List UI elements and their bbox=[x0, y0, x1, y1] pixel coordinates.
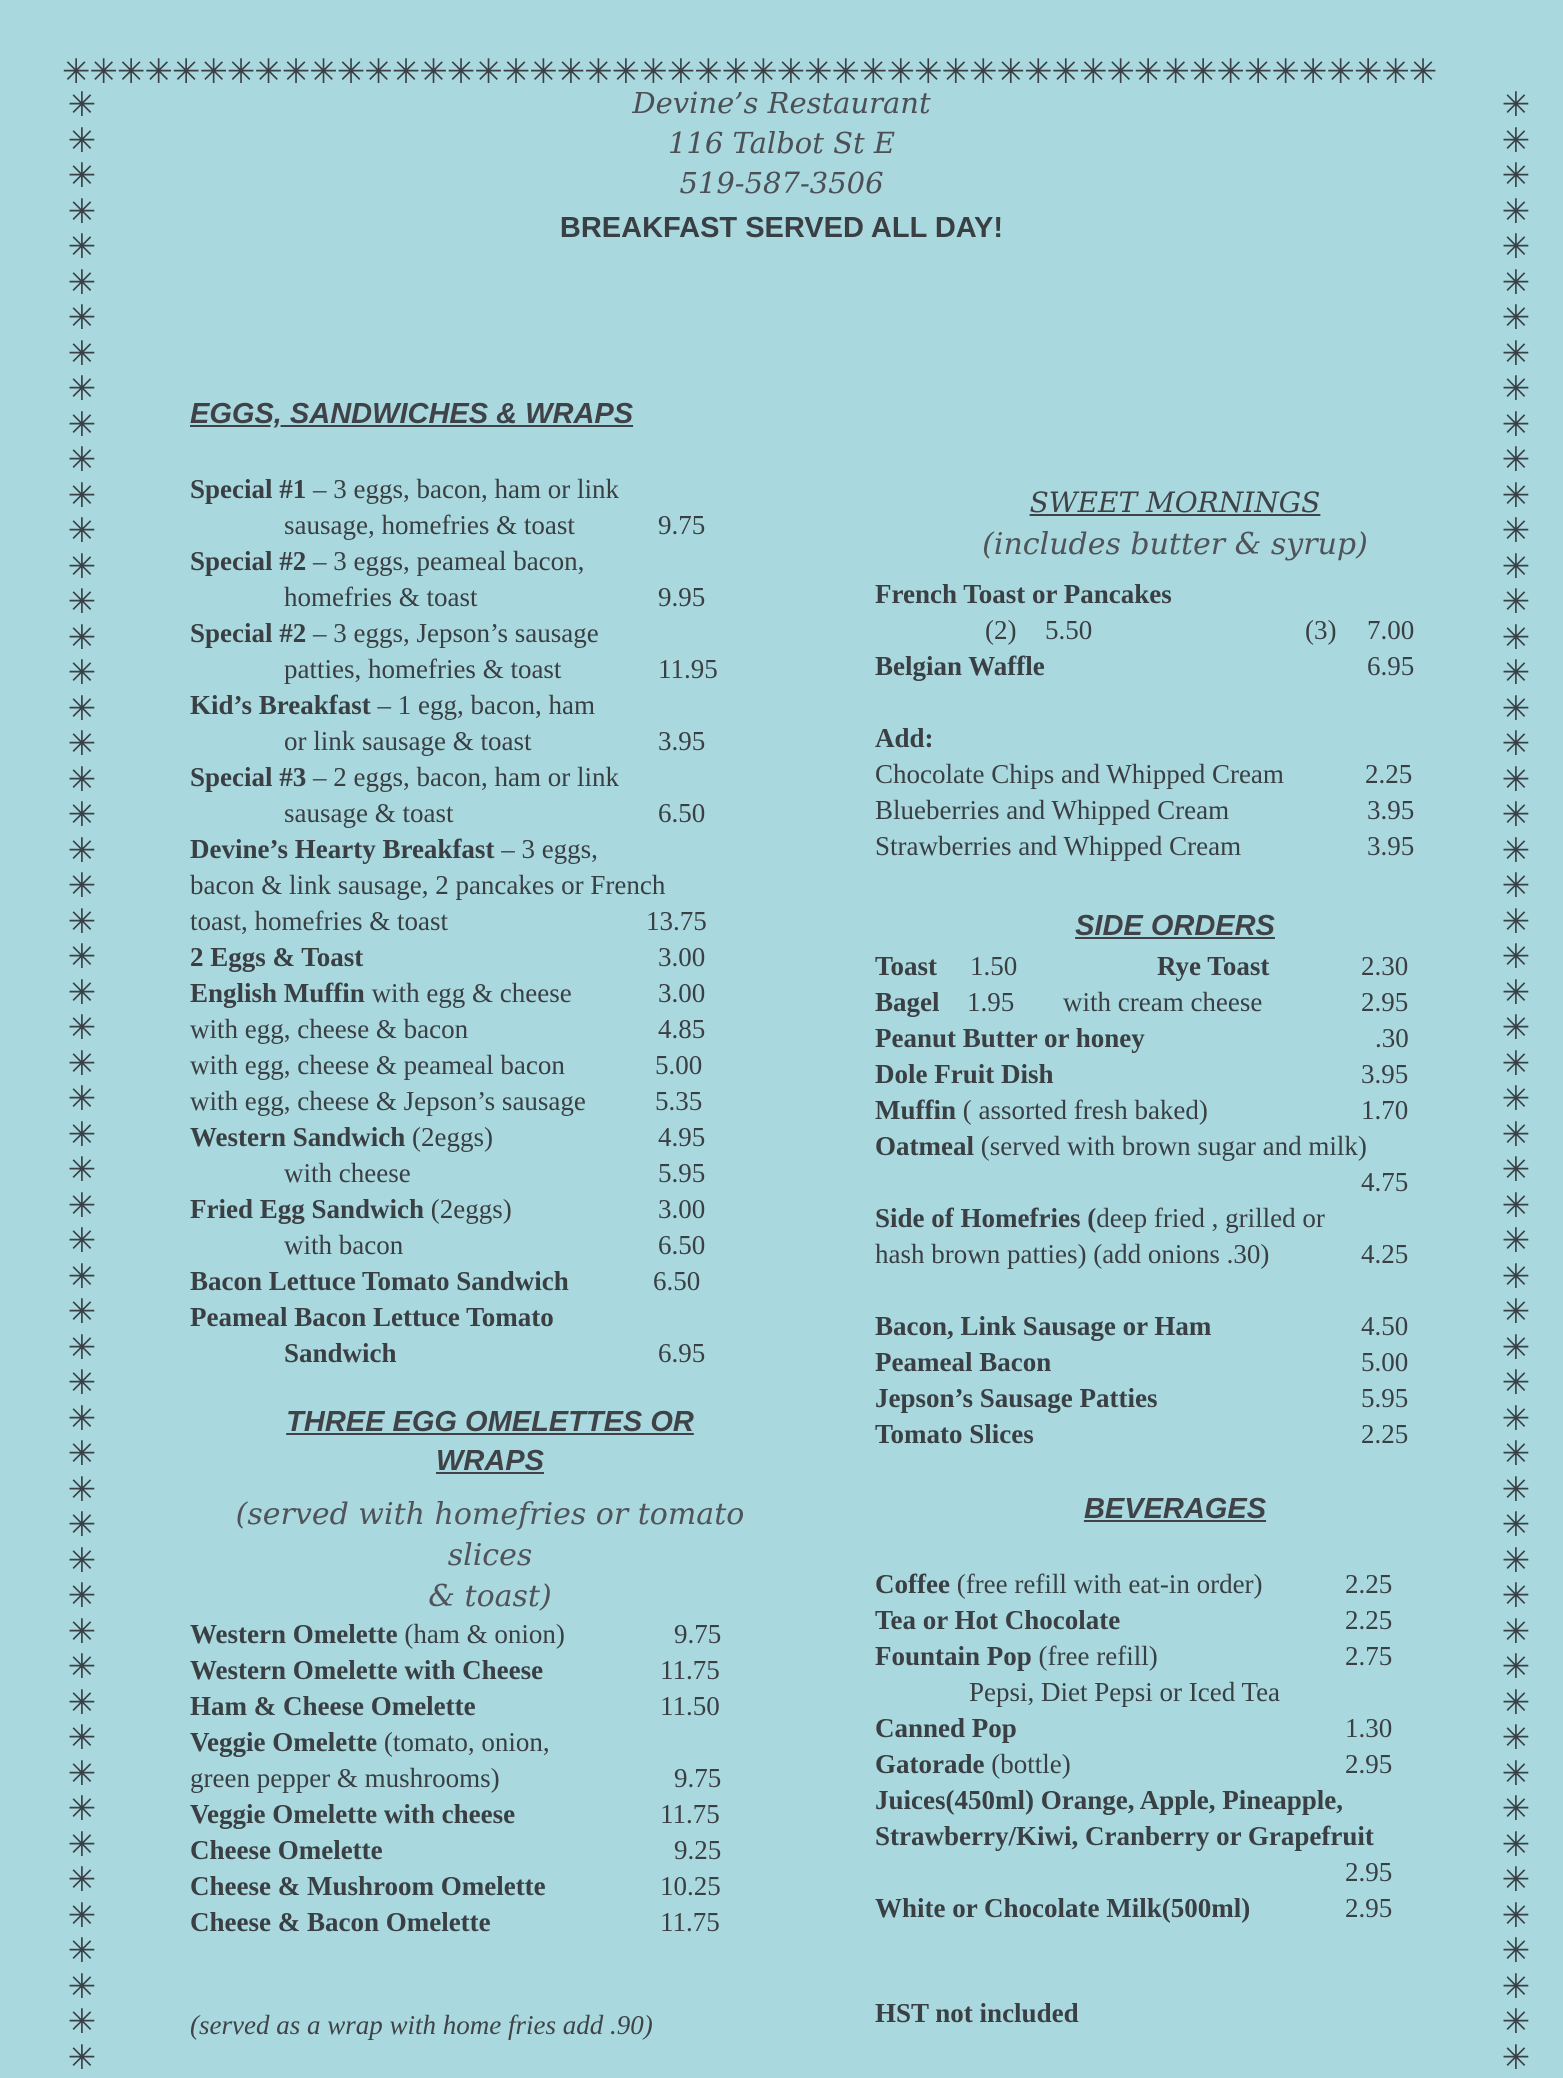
menu-item-gatorade: Gatorade (bottle) 2.95 bbox=[875, 1749, 1393, 1779]
menu-item-western-sandwich: Western Sandwich (2eggs) 4.95 bbox=[190, 1122, 706, 1152]
menu-line: with bacon 6.50 bbox=[284, 1230, 706, 1260]
menu-item-toast: Toast 1.50 Rye Toast 2.30 bbox=[875, 951, 1409, 981]
sides-menu-list bbox=[875, 948, 1455, 1452]
menu-item-veggie-omelette: Veggie Omelette (tomato, onion, bbox=[190, 1727, 550, 1757]
menu-item-special-2-jepson: Special #2 – 3 eggs, Jepson’s sausage bbox=[190, 618, 599, 648]
menu-item-cheese-mushroom-omelette: Cheese & Mushroom Omelette 10.25 bbox=[190, 1871, 721, 1901]
menu-item-oatmeal: Oatmeal (served with brown sugar and milk) bbox=[875, 1131, 1367, 1161]
restaurant-name: Devine’s Restaurant bbox=[632, 86, 931, 120]
menu-line: Pepsi, Diet Pepsi or Iced Tea bbox=[969, 1677, 1281, 1707]
section-title-sweet-mornings: SWEET MORNINGS bbox=[1029, 486, 1321, 519]
menu-item-tomato-slices: Tomato Slices 2.25 bbox=[875, 1419, 1409, 1449]
sweet-mornings-note: (includes butter & syrup) bbox=[982, 527, 1368, 562]
menu-line: or link sausage & toast 3.95 bbox=[284, 726, 706, 756]
menu-line: with egg, cheese & peameal bacon 5.00 bbox=[190, 1050, 703, 1080]
section-title-eggs: EGGS, SANDWICHES & WRAPS bbox=[190, 398, 634, 430]
addons-label: Add: bbox=[875, 723, 934, 753]
menu-item-tea-hot-chocolate: Tea or Hot Chocolate 2.25 bbox=[875, 1605, 1393, 1635]
addon-strawberries: Strawberries and Whipped Cream 3.95 bbox=[875, 831, 1415, 861]
menu-item-blt: Bacon Lettuce Tomato Sandwich 6.50 bbox=[190, 1266, 701, 1296]
menu-item-cheese-bacon-omelette: Cheese & Bacon Omelette 11.75 bbox=[190, 1907, 720, 1937]
menu-item-jepson-patties: Jepson’s Sausage Patties 5.95 bbox=[875, 1383, 1409, 1413]
section-title-beverages: BEVERAGES bbox=[1083, 1493, 1267, 1525]
menu-line: homefries & toast 9.95 bbox=[284, 582, 706, 612]
eggs-menu-list bbox=[190, 471, 750, 1371]
restaurant-phone: 519-587-3506 bbox=[679, 166, 884, 200]
menu-item-milk: White or Chocolate Milk(500ml) 2.95 bbox=[875, 1893, 1393, 1923]
menu-item-western-omelette: Western Omelette (ham & onion) 9.75 bbox=[190, 1619, 722, 1649]
addon-blueberries: Blueberries and Whipped Cream 3.95 bbox=[875, 795, 1415, 825]
menu-item-homefries: Side of Homefries (deep fried , grilled or bbox=[875, 1203, 1325, 1233]
menu-line: toast, homefries & toast 13.75 bbox=[190, 906, 707, 936]
menu-item-french-toast-pancakes: French Toast or Pancakes bbox=[875, 579, 1172, 609]
addon-chocolate-chips: Chocolate Chips and Whipped Cream 2.25 bbox=[875, 759, 1413, 789]
menu-line: with cheese 5.95 bbox=[284, 1158, 706, 1188]
menu-line: bacon & link sausage, 2 pancakes or French bbox=[190, 870, 666, 900]
menu-item-peanut-butter: Peanut Butter or honey .30 bbox=[875, 1023, 1409, 1053]
tax-note: HST not included bbox=[875, 1998, 1079, 2028]
sweet-menu-list bbox=[875, 576, 1435, 864]
menu-line: Strawberry/Kiwi, Cranberry or Grapefruit bbox=[875, 1821, 1374, 1851]
section-title-side-orders: SIDE ORDERS bbox=[1075, 910, 1275, 942]
menu-item-special-1: Special #1 – 3 eggs, bacon, ham or link bbox=[190, 474, 619, 504]
wrap-footnote: (served as a wrap with home fries add .90) bbox=[190, 2010, 653, 2040]
menu-item-peameal-blt: Peameal Bacon Lettuce Tomato bbox=[190, 1302, 554, 1332]
menu-item-cheese-omelette: Cheese Omelette 9.25 bbox=[190, 1835, 722, 1865]
menu-item-fountain-pop: Fountain Pop (free refill) 2.75 bbox=[875, 1641, 1393, 1671]
menu-line: patties, homefries & toast 11.95 bbox=[284, 654, 718, 684]
menu-line: sausage & toast 6.50 bbox=[284, 798, 706, 828]
menu-line: Sandwich 6.95 bbox=[284, 1338, 706, 1368]
menu-item-hearty-breakfast: Devine’s Hearty Breakfast – 3 eggs, bbox=[190, 834, 598, 864]
menu-item-dole-fruit: Dole Fruit Dish 3.95 bbox=[875, 1059, 1409, 1089]
menu-line: green pepper & mushrooms) 9.75 bbox=[190, 1763, 722, 1793]
menu-item-fried-egg-sandwich: Fried Egg Sandwich (2eggs) 3.00 bbox=[190, 1194, 706, 1224]
menu-item-2-eggs-toast: 2 Eggs & Toast 3.00 bbox=[190, 942, 706, 972]
menu-item-kids-breakfast: Kid’s Breakfast – 1 egg, bacon, ham bbox=[190, 690, 595, 720]
menu-line: hash brown patties) (add onions .30) 4.25 bbox=[875, 1239, 1409, 1269]
restaurant-address: 116 Talbot St E bbox=[667, 126, 896, 160]
menu-line bbox=[875, 684, 1435, 720]
menu-line: with egg, cheese & bacon 4.85 bbox=[190, 1014, 706, 1044]
menu-item-ham-cheese-omelette: Ham & Cheese Omelette 11.50 bbox=[190, 1691, 720, 1721]
menu-item-special-3: Special #3 – 2 eggs, bacon, ham or link bbox=[190, 762, 619, 792]
menu-item-special-2-peameal: Special #2 – 3 eggs, peameal bacon, bbox=[190, 546, 585, 576]
omelettes-menu-list bbox=[190, 1616, 750, 1940]
menu-item-western-omelette-cheese: Western Omelette with Cheese 11.75 bbox=[190, 1655, 720, 1685]
menu-line: 2.95 bbox=[1345, 1857, 1393, 1887]
menu-line bbox=[875, 1272, 1455, 1308]
decorative-border-top: ✳✳✳✳✳✳✳✳✳✳✳✳✳✳✳✳✳✳✳✳✳✳✳✳✳✳✳✳✳✳✳✳✳✳✳✳✳✳✳✳✳✳✳✳✳✳✳✳✳✳ bbox=[62, 52, 1437, 92]
omelettes-note: (served with homefries or tomato slices & toast) bbox=[235, 1497, 745, 1614]
menu-item-muffin: Muffin ( assorted fresh baked) 1.70 bbox=[875, 1095, 1409, 1125]
decorative-border-left: ✳ ✳ ✳ ✳ ✳ ✳ ✳ ✳ ✳ ✳ ✳ ✳ ✳ ✳ ✳ ✳ ✳ ✳ ✳ ✳ ✳ ✳ ✳ ✳ ✳ ✳ ✳ ✳ ✳ ✳ ✳ ✳ ✳ ✳ ✳ ✳ ✳ ✳ ✳ ✳ ✳ ✳ ✳ ✳ ✳ ✳ ✳ ✳ ✳ ✳ ✳ ✳ ✳ ✳ ✳ ✳ bbox=[67, 85, 97, 2078]
menu-line: with egg, cheese & Jepson’s sausage 5.35 bbox=[190, 1086, 703, 1116]
beverages-menu-list bbox=[875, 1566, 1455, 1926]
menu-item-bagel: Bagel 1.95 with cream cheese 2.95 bbox=[875, 987, 1409, 1017]
menu-item-english-muffin: English Muffin with egg & cheese 3.00 bbox=[190, 978, 706, 1008]
menu-item-coffee: Coffee (free refill with eat-in order) 2.25 bbox=[875, 1569, 1393, 1599]
banner-breakfast-all-day: BREAKFAST SERVED ALL DAY! bbox=[559, 212, 1004, 244]
menu-line: (2) 5.50 (3) 7.00 bbox=[985, 615, 1415, 645]
menu-item-belgian-waffle: Belgian Waffle 6.95 bbox=[875, 651, 1415, 681]
menu-item-veggie-omelette-cheese: Veggie Omelette with cheese 11.75 bbox=[190, 1799, 720, 1829]
menu-item-peameal-bacon: Peameal Bacon 5.00 bbox=[875, 1347, 1409, 1377]
menu-item-canned-pop: Canned Pop 1.30 bbox=[875, 1713, 1393, 1743]
section-title-omelettes: THREE EGG OMELETTES OR WRAPS bbox=[286, 1406, 694, 1477]
decorative-border-right: ✳ ✳ ✳ ✳ ✳ ✳ ✳ ✳ ✳ ✳ ✳ ✳ ✳ ✳ ✳ ✳ ✳ ✳ ✳ ✳ ✳ ✳ ✳ ✳ ✳ ✳ ✳ ✳ ✳ ✳ ✳ ✳ ✳ ✳ ✳ ✳ ✳ ✳ ✳ ✳ ✳ ✳ ✳ ✳ ✳ ✳ ✳ ✳ ✳ ✳ ✳ ✳ ✳ ✳ ✳ ✳ bbox=[1501, 85, 1531, 2078]
menu-item-juices: Juices(450ml) Orange, Apple, Pineapple, bbox=[875, 1785, 1343, 1815]
menu-line: sausage, homefries & toast 9.75 bbox=[284, 510, 706, 540]
menu-line: 4.75 bbox=[1361, 1167, 1409, 1197]
menu-item-bacon-sausage-ham: Bacon, Link Sausage or Ham 4.50 bbox=[875, 1311, 1409, 1341]
